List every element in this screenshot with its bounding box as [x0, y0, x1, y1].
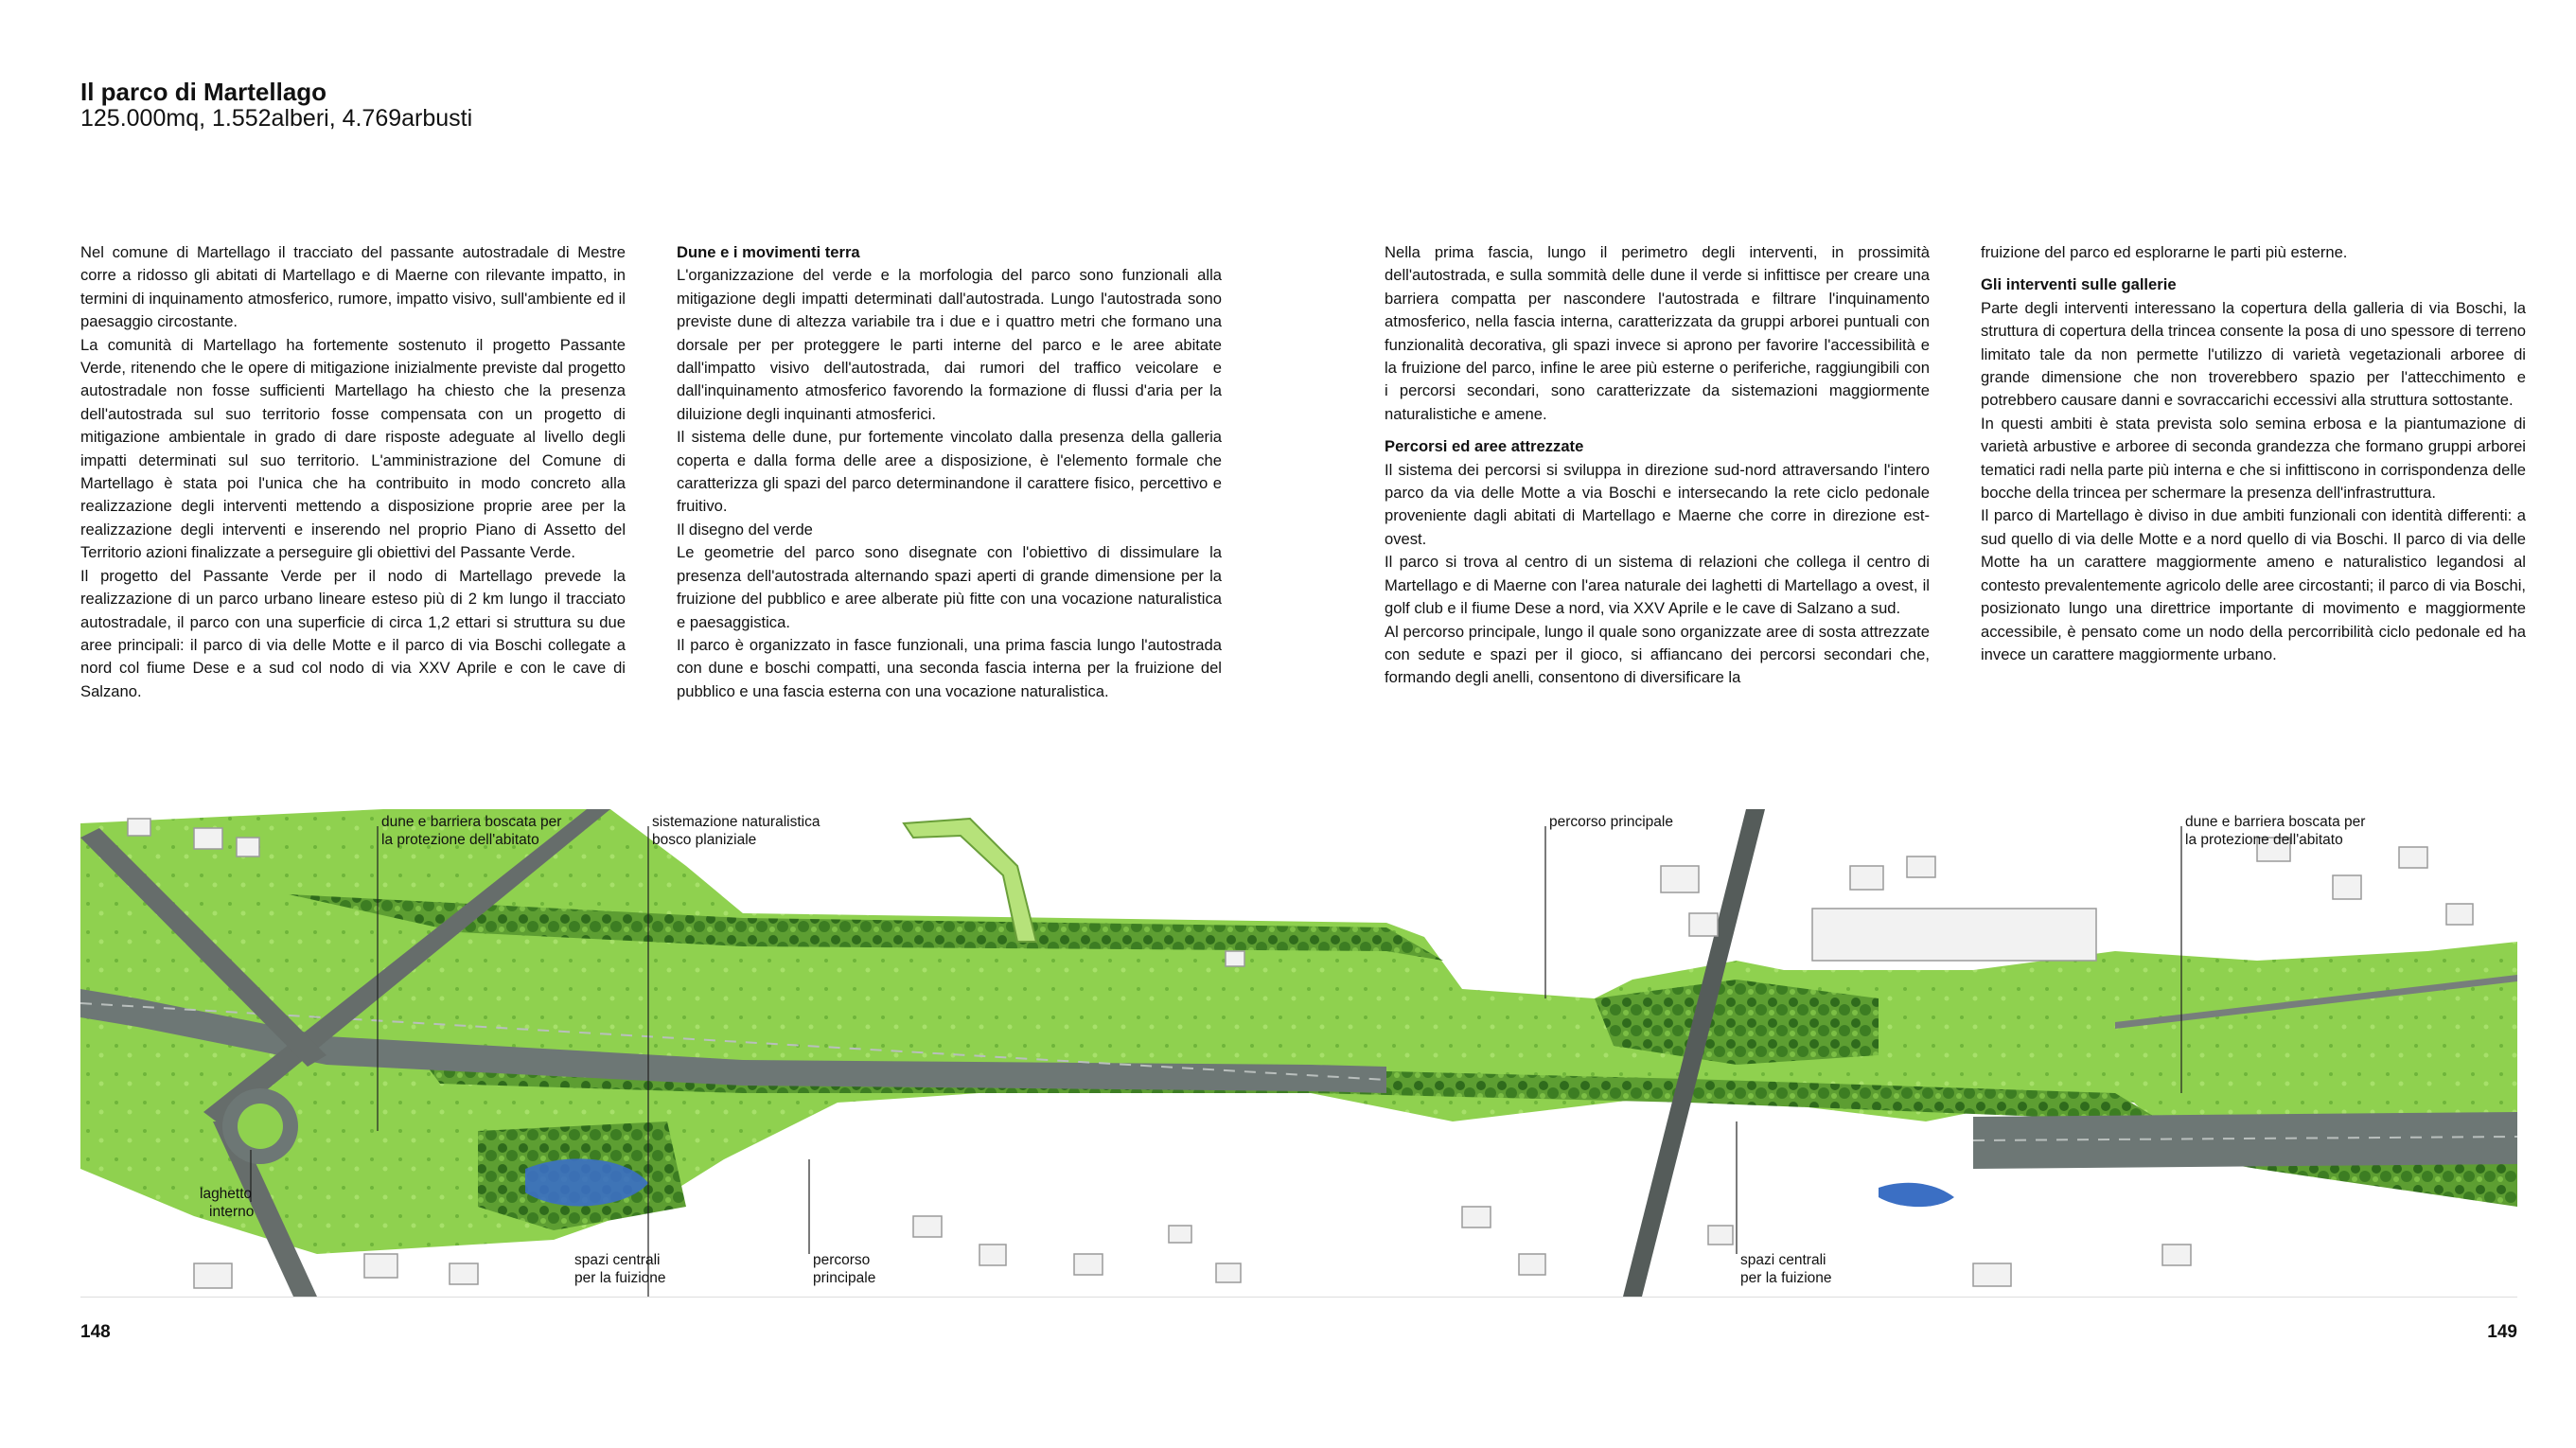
text-column-1: [80, 241, 626, 703]
highway-east: [1973, 1112, 2517, 1169]
paragraph: fruizione del parco ed esplorarne le parti più esterne.: [1981, 243, 2348, 261]
paragraph: Nella prima fascia, lungo il perimetro degli interventi, in prossimità dell'autostrada, e sulla sommità delle dune il verde si infittisce per creare una barriera compatta per nascondere l'autostrada e filtrare l'inquinamento atmosferico, nella fascia interna, caratterizzata da gruppi arborei puntuali con funzionalità decorativa, gli spazi invece si aprono per favorire l'accessibilità e la fruizione del parco, infine le aree più esterne o periferiche, raggiungibili con i percorsi secondari, sono caratterizzate da sistemazioni maggiormente naturalistiche e amene.: [1385, 243, 1930, 423]
paragraph: L'organizzazione del verde e la morfologia del parco sono funzionali alla mitigazione degli impatti determinati dall'autostrada. Lungo l'autostrada sono previste dune di altezza variabile tra i due e i quattro metri che formano una dorsale per per proteggere le parti interne del parco e le aree abitate dall'impatto visivo dell'autostrada, dai rumori del traffico veicolare e dall'inquinamento atmosferico favorendo la formazione di flussi d'aria per la diluizione degli inquinanti atmosferici.: [677, 266, 1222, 423]
plan-label-dune-left: dune e barriera boscata per la protezione dell'abitato: [381, 814, 562, 848]
plan-label-spazi-right: spazi centrali per la fuizione: [1740, 1252, 1832, 1286]
plan-label-dune-right: dune e barriera boscata per la protezione dell'abitato: [2185, 814, 2366, 848]
park-area-left: [80, 809, 2517, 1254]
paragraph: Il sistema delle dune, pur fortemente vincolato dalla presenza della galleria coperta e dalla forma delle aree a disposizione, è l'elemento formale che caratterizza gli spazi del parco determinandone il carattere fisico, percettivo e fruitivo.: [677, 428, 1222, 516]
page-title: Il parco di Martellago: [80, 78, 327, 106]
plan-label-percorso-bottom: percorso principale: [813, 1252, 876, 1286]
page-number-left: 148: [80, 1322, 111, 1342]
paragraph: Nel comune di Martellago il tracciato del passante autostradale di Mestre corre a ridosso gli abitati di Martellago e di Maerne con rilevante impatto, in termini di inquinamento atmosferico, rumore, impatto visivo, sull'ambiente ed il paesaggio circostante.: [80, 243, 626, 331]
section-heading: Percorsi ed aree attrezzate: [1385, 437, 1584, 456]
paragraph: Le geometrie del parco sono disegnate con l'obiettivo di dissimulare la presenza dell'autostrada alternando spazi aperti di grande dimensione per la fruizione del pubblico e aree alberate più fitte con una vocazione naturalistica e paesaggistica.: [677, 543, 1222, 631]
page-subtitle: 125.000mq, 1.552alberi, 4.769arbusti: [80, 105, 473, 132]
paragraph: Il sistema dei percorsi si sviluppa in direzione sud-nord attraversando l'intero parco da via delle Motte a via Boschi e intersecando la rete ciclo pedonale proveniente dagli abitati di Martellago e Maerne che corre in direzione est-ovest.: [1385, 460, 1930, 548]
text-column-2: [677, 241, 1222, 703]
park-plan-illustration: [80, 809, 2517, 1297]
paragraph: Al percorso principale, lungo il quale sono organizzate aree di sosta attrezzate con sedute e spazi per il gioco, si affiancano dei percorsi secondari che, formando degli anelli, consentono di diversificare la: [1385, 622, 1930, 687]
paragraph: In questi ambiti è stata prevista solo semina erbosa e la piantumazione di varietà arbustive e arboree di seconda grandezza che formano gruppi arborei tematici radi nella parte più interna e che si infittiscono in corrispondenza delle bocche della trincea per schermare la presenza dell'infrastruttura.: [1981, 414, 2526, 503]
paragraph: Il disegno del verde: [677, 520, 813, 539]
paragraph: Il progetto del Passante Verde per il nodo di Martellago prevede la realizzazione di un parco urbano lineare esteso più di 2 km lungo il tracciato autostradale, il parco con una superficie di circa 1,2 ettari si struttura su due aree principali: il parco di via delle Motte e il parco di via Boschi collegate a nord col fiume Dese e a sud col nodo di via XXV Aprile e con le cave di Salzano.: [80, 566, 626, 700]
section-heading: Dune e i movimenti terra: [677, 243, 860, 261]
paragraph: Il parco di Martellago è diviso in due ambiti funzionali con identità differenti: a sud quello di via delle Motte e a nord quello di via Boschi. Il parco di via delle Motte ha un carattere maggiormente ameno e naturalistico legandosi al contesto prevalentemente agricolo delle aree circostanti; il parco di via Boschi, posizionato lungo una direttrice importante di movimento e maggiormente accessibile, è pensato come un nodo della percorribilità ciclo pedonale ed ha invece un carattere maggiormente urbano.: [1981, 506, 2526, 663]
plan-label-laghetto: laghetto interno: [200, 1186, 255, 1220]
text-column-3: [1385, 241, 1930, 690]
plan-label-sistemazione: sistemazione naturalistica bosco planiziale: [652, 814, 820, 848]
plan-label-spazi-left: spazi centrali per la fuizione: [574, 1252, 666, 1286]
footer-rule: [80, 1297, 2517, 1298]
section-heading: Gli interventi sulle gallerie: [1981, 275, 2177, 294]
page-number-right: 149: [2487, 1322, 2517, 1342]
paragraph: Parte degli interventi interessano la copertura della galleria di via Boschi, la struttura di copertura della trincea consente la posa di uno spessore di terreno limitato tale da non permette l'utilizzo di varietà vegetazionali arboree di grande dimensione che non troverebbero spazio per l'attecchimento e potrebbero causare danni e sovraccarichi eccessivi alla struttura sottostante.: [1981, 298, 2526, 410]
paragraph: Il parco si trova al centro di un sistema di relazioni che collega il centro di Martellago e di Maerne con l'area naturale dei laghetti di Martellago a ovest, il golf club e il fiume Dese a nord, via XXV Aprile e le cave di Salzano a sud.: [1385, 553, 1930, 618]
plan-label-percorso-top: percorso principale: [1549, 814, 1673, 830]
park-plan-drawing: [80, 809, 2517, 1297]
paragraph: La comunità di Martellago ha fortemente sostenuto il progetto Passante Verde, ritenendo che le opere di mitigazione inizialmente previste dal progetto autostradale non fosse sufficienti Martellago ha chiesto che la presenza dell'autostrada sul suo territorio fosse compensata con un progetto di mitigazione ambientale in grado di dare risposte adeguate al livello degli impatti determinati sul suo territorio. L'amministrazione del Comune di Martellago è stata poi l'unica che ha contribuito in modo concreto alla realizzazione degli interventi mettendo a disposizione proprie aree per la realizzazione degli interventi e inserendo nel proprio Piano di Assetto del Territorio azioni finalizzate a perseguire gli obiettivi del Passante Verde.: [80, 335, 626, 562]
text-column-4: [1981, 241, 2526, 666]
paragraph: Il parco è organizzato in fasce funzionali, una prima fascia lungo l'autostrada con dune e boschi compatti, una seconda fascia interna per la fruizione del pubblico e una fascia esterna con una vocazione naturalistica.: [677, 635, 1222, 700]
